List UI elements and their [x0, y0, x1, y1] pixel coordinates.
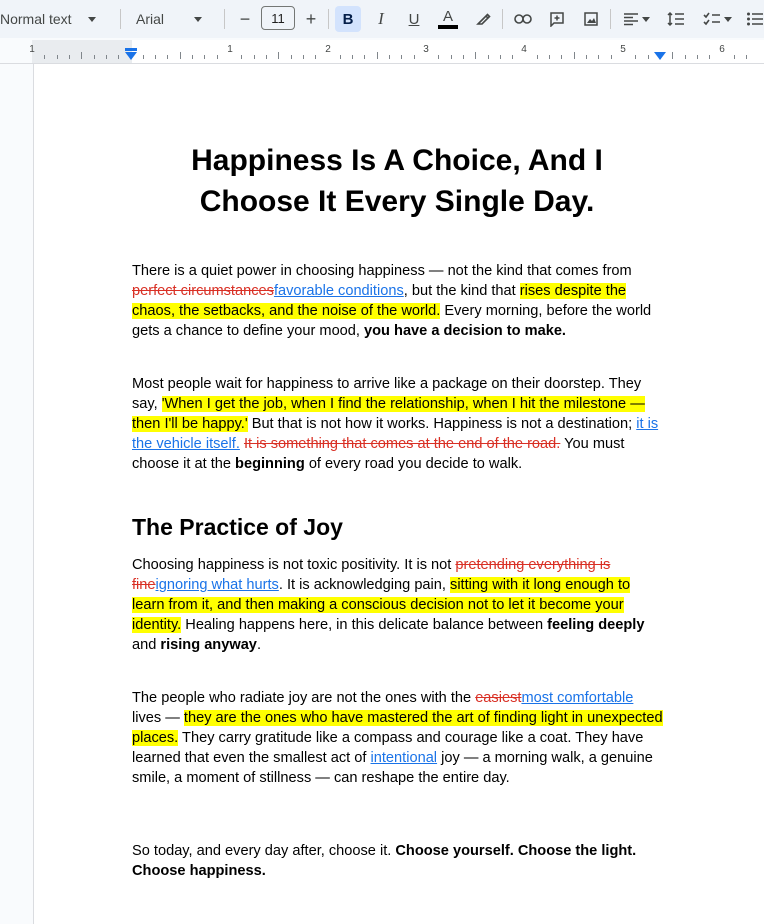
- chevron-down-icon: [194, 17, 202, 22]
- checklist-button[interactable]: [697, 6, 737, 32]
- toolbar-divider: [120, 9, 121, 29]
- ruler-tick: [685, 55, 686, 59]
- toolbar-divider: [328, 9, 329, 29]
- highlighted-text: sitting with it long enough to learn from it, and then making a conscious decision not to let it become your identity.: [132, 577, 631, 633]
- image-icon: [583, 11, 599, 27]
- suggested-deletion[interactable]: pretending everything is fine: [132, 557, 611, 593]
- ruler-number: 2: [325, 44, 331, 55]
- paragraph-style-select[interactable]: [0, 8, 96, 30]
- ruler-tick: [549, 55, 550, 59]
- ruler-tick: [401, 55, 402, 59]
- ruler-tick: [266, 55, 267, 59]
- ruler-tick: [167, 55, 168, 59]
- ruler-number: 4: [521, 44, 527, 55]
- ruler-tick: [463, 55, 464, 59]
- ruler-tick: [143, 55, 144, 59]
- paragraph-3[interactable]: [132, 555, 664, 655]
- horizontal-ruler[interactable]: [0, 40, 764, 64]
- text-run: The people who radiate joy are not the ones with the: [132, 690, 476, 706]
- ruler-tick: [315, 55, 316, 59]
- insert-image-button[interactable]: [578, 6, 604, 32]
- suggested-insertion[interactable]: ignoring what hurts: [155, 577, 279, 593]
- ruler-tick: [364, 55, 365, 59]
- toolbar-divider: [610, 9, 611, 29]
- ruler-tick: [217, 55, 218, 59]
- ruler-tick: [278, 52, 279, 59]
- paragraph-4[interactable]: [132, 688, 664, 788]
- suggested-deletion[interactable]: perfect circumstances: [132, 283, 274, 299]
- text-run: and: [132, 637, 161, 653]
- ruler-tick: [44, 55, 45, 59]
- ruler-tick: [574, 52, 575, 59]
- font-family-value: Arial: [136, 11, 165, 27]
- bold-text: feeling deeply: [547, 617, 645, 633]
- bold-text: beginning: [235, 456, 305, 472]
- line-spacing-button[interactable]: [663, 6, 689, 32]
- highlight-color-button[interactable]: [470, 6, 496, 32]
- align-button[interactable]: [618, 6, 654, 32]
- ruler-number: 5: [620, 44, 626, 55]
- formatting-toolbar: [0, 0, 764, 38]
- ruler-tick: [303, 55, 304, 59]
- decrease-font-size-button[interactable]: −: [239, 8, 251, 29]
- paragraph-style-value: Normal text: [0, 11, 72, 27]
- comment-add-icon: [549, 11, 565, 27]
- text-run: , but the kind that: [403, 283, 520, 299]
- suggested-deletion[interactable]: It is something that comes at the end of the road.: [243, 436, 561, 452]
- paragraph-2[interactable]: [132, 374, 664, 474]
- insert-link-button[interactable]: [510, 6, 536, 32]
- ruler-tick: [611, 55, 612, 59]
- left-gutter: [0, 64, 32, 924]
- ruler-tick: [451, 55, 452, 59]
- add-comment-button[interactable]: [544, 6, 570, 32]
- text-run: .: [256, 637, 261, 653]
- text-run: of every road you decide to walk.: [304, 456, 523, 472]
- ruler-tick: [192, 55, 193, 59]
- suggested-insertion[interactable]: it is the vehicle itself.: [132, 416, 659, 452]
- ruler-number: 3: [423, 44, 429, 55]
- ruler-tick: [106, 55, 107, 59]
- ruler-tick: [377, 52, 378, 59]
- ruler-tick: [475, 52, 476, 59]
- line-spacing-icon: [667, 11, 685, 27]
- ruler-number: 6: [719, 44, 725, 55]
- text-run: Healing happens here, in this delicate balance between: [181, 617, 548, 633]
- text-run: Every morning, before the world gets a chance to define your mood,: [132, 303, 652, 339]
- highlighted-text: 'When I get the job, when I find the relationship, when I hit the milestone — then I'll be happy.': [132, 396, 645, 432]
- ruler-number: 1: [227, 44, 233, 55]
- highlighted-text: rises despite the chaos, the setbacks, and the noise of the world.: [132, 283, 627, 319]
- ruler-tick: [389, 55, 390, 59]
- toolbar-divider: [224, 9, 225, 29]
- text-run: lives —: [132, 710, 184, 726]
- ruler-tick: [180, 52, 181, 59]
- toolbar-divider: [502, 9, 503, 29]
- title-line: Choose It Every Single Day.: [199, 185, 595, 218]
- text-run: . It is acknowledging pain,: [278, 577, 451, 593]
- text-run: Choosing happiness is not toxic positivity. It is not: [132, 557, 456, 573]
- ruler-tick: [340, 55, 341, 59]
- pen-icon: [475, 11, 491, 27]
- bold-button[interactable]: B: [335, 6, 361, 32]
- ruler-tick: [635, 55, 636, 59]
- link-icon: [514, 13, 532, 25]
- text-color-swatch: [438, 25, 458, 29]
- bulleted-list-icon: [746, 11, 764, 27]
- increase-font-size-button[interactable]: +: [305, 8, 317, 29]
- text-color-icon: A: [442, 7, 453, 25]
- ruler-tick: [598, 55, 599, 59]
- paragraph-5[interactable]: [132, 841, 664, 881]
- text-run: They carry gratitude like a compass and courage like a coat. They have learned that even the smallest act of: [132, 730, 644, 766]
- right-indent-marker[interactable]: [654, 52, 666, 60]
- ruler-tick: [438, 55, 439, 59]
- highlighted-text: they are the ones who have mastered the art of finding light in unexpected places.: [132, 710, 663, 746]
- text-run: There is a quiet power in choosing happiness — not the kind that comes from: [132, 263, 632, 279]
- ruler-tick: [500, 55, 501, 59]
- text-run: joy — a morning walk, a genuine smile, a moment of stillness — can reshape the entire day.: [132, 750, 653, 786]
- suggested-insertion[interactable]: most comfortable: [521, 690, 634, 706]
- ruler-tick: [69, 55, 70, 59]
- ruler-tick: [537, 55, 538, 59]
- suggested-deletion[interactable]: easiest: [475, 690, 522, 706]
- ruler-number: 1: [29, 44, 35, 55]
- ruler-tick: [81, 52, 82, 59]
- suggested-insertion[interactable]: intentional: [370, 750, 438, 766]
- text-run: You must choose it at the: [132, 436, 625, 472]
- ruler-tick: [709, 55, 710, 59]
- ruler-tick: [57, 55, 58, 59]
- underline-button[interactable]: U: [408, 10, 420, 28]
- ruler-tick: [488, 55, 489, 59]
- text-color-button[interactable]: [435, 6, 461, 32]
- italic-button[interactable]: I: [378, 9, 384, 28]
- bold-text: rising anyway: [160, 637, 257, 653]
- ruler-tick: [586, 55, 587, 59]
- ruler-tick: [734, 55, 735, 59]
- ruler-tick: [241, 55, 242, 59]
- bold-text: Choose yourself. Choose the light. Choose happiness.: [132, 843, 637, 879]
- ruler-tick: [155, 55, 156, 59]
- ruler-tick: [746, 55, 747, 59]
- ruler-tick: [254, 55, 255, 59]
- paragraph-1[interactable]: [132, 261, 664, 341]
- text-run: Most people wait for happiness to arrive like a package on their doorstep. They say,: [132, 376, 642, 412]
- document-title[interactable]: [132, 140, 662, 222]
- font-size-input[interactable]: 11: [261, 6, 295, 30]
- text-run: But that is not how it works. Happiness is not a destination;: [247, 416, 637, 432]
- text-run: So today, and every day after, choose it.: [132, 843, 396, 859]
- ruler-tick: [118, 55, 119, 59]
- first-line-indent-marker[interactable]: [125, 48, 137, 51]
- bold-text: you have a decision to make.: [364, 323, 566, 339]
- ruler-tick: [291, 55, 292, 59]
- ruler-tick: [352, 55, 353, 59]
- section-heading[interactable]: The Practice of Joy: [132, 514, 343, 540]
- suggested-insertion[interactable]: favorable conditions: [273, 283, 404, 299]
- ruler-tick: [648, 55, 649, 59]
- ruler-tick: [94, 55, 95, 59]
- font-family-select[interactable]: [136, 8, 202, 30]
- chevron-down-icon: [88, 17, 96, 22]
- ruler-tick: [561, 55, 562, 59]
- ruler-tick: [672, 52, 673, 59]
- align-left-icon: [623, 12, 639, 26]
- ruler-tick: [697, 55, 698, 59]
- ruler-tick: [204, 55, 205, 59]
- chevron-down-icon: [642, 17, 650, 22]
- ruler-tick: [414, 55, 415, 59]
- left-indent-marker[interactable]: [125, 52, 137, 60]
- bulleted-list-button[interactable]: [742, 6, 764, 32]
- title-line: Happiness Is A Choice, And I: [191, 144, 603, 177]
- chevron-down-icon: [724, 17, 732, 22]
- checklist-icon: [703, 11, 721, 27]
- ruler-tick: [512, 55, 513, 59]
